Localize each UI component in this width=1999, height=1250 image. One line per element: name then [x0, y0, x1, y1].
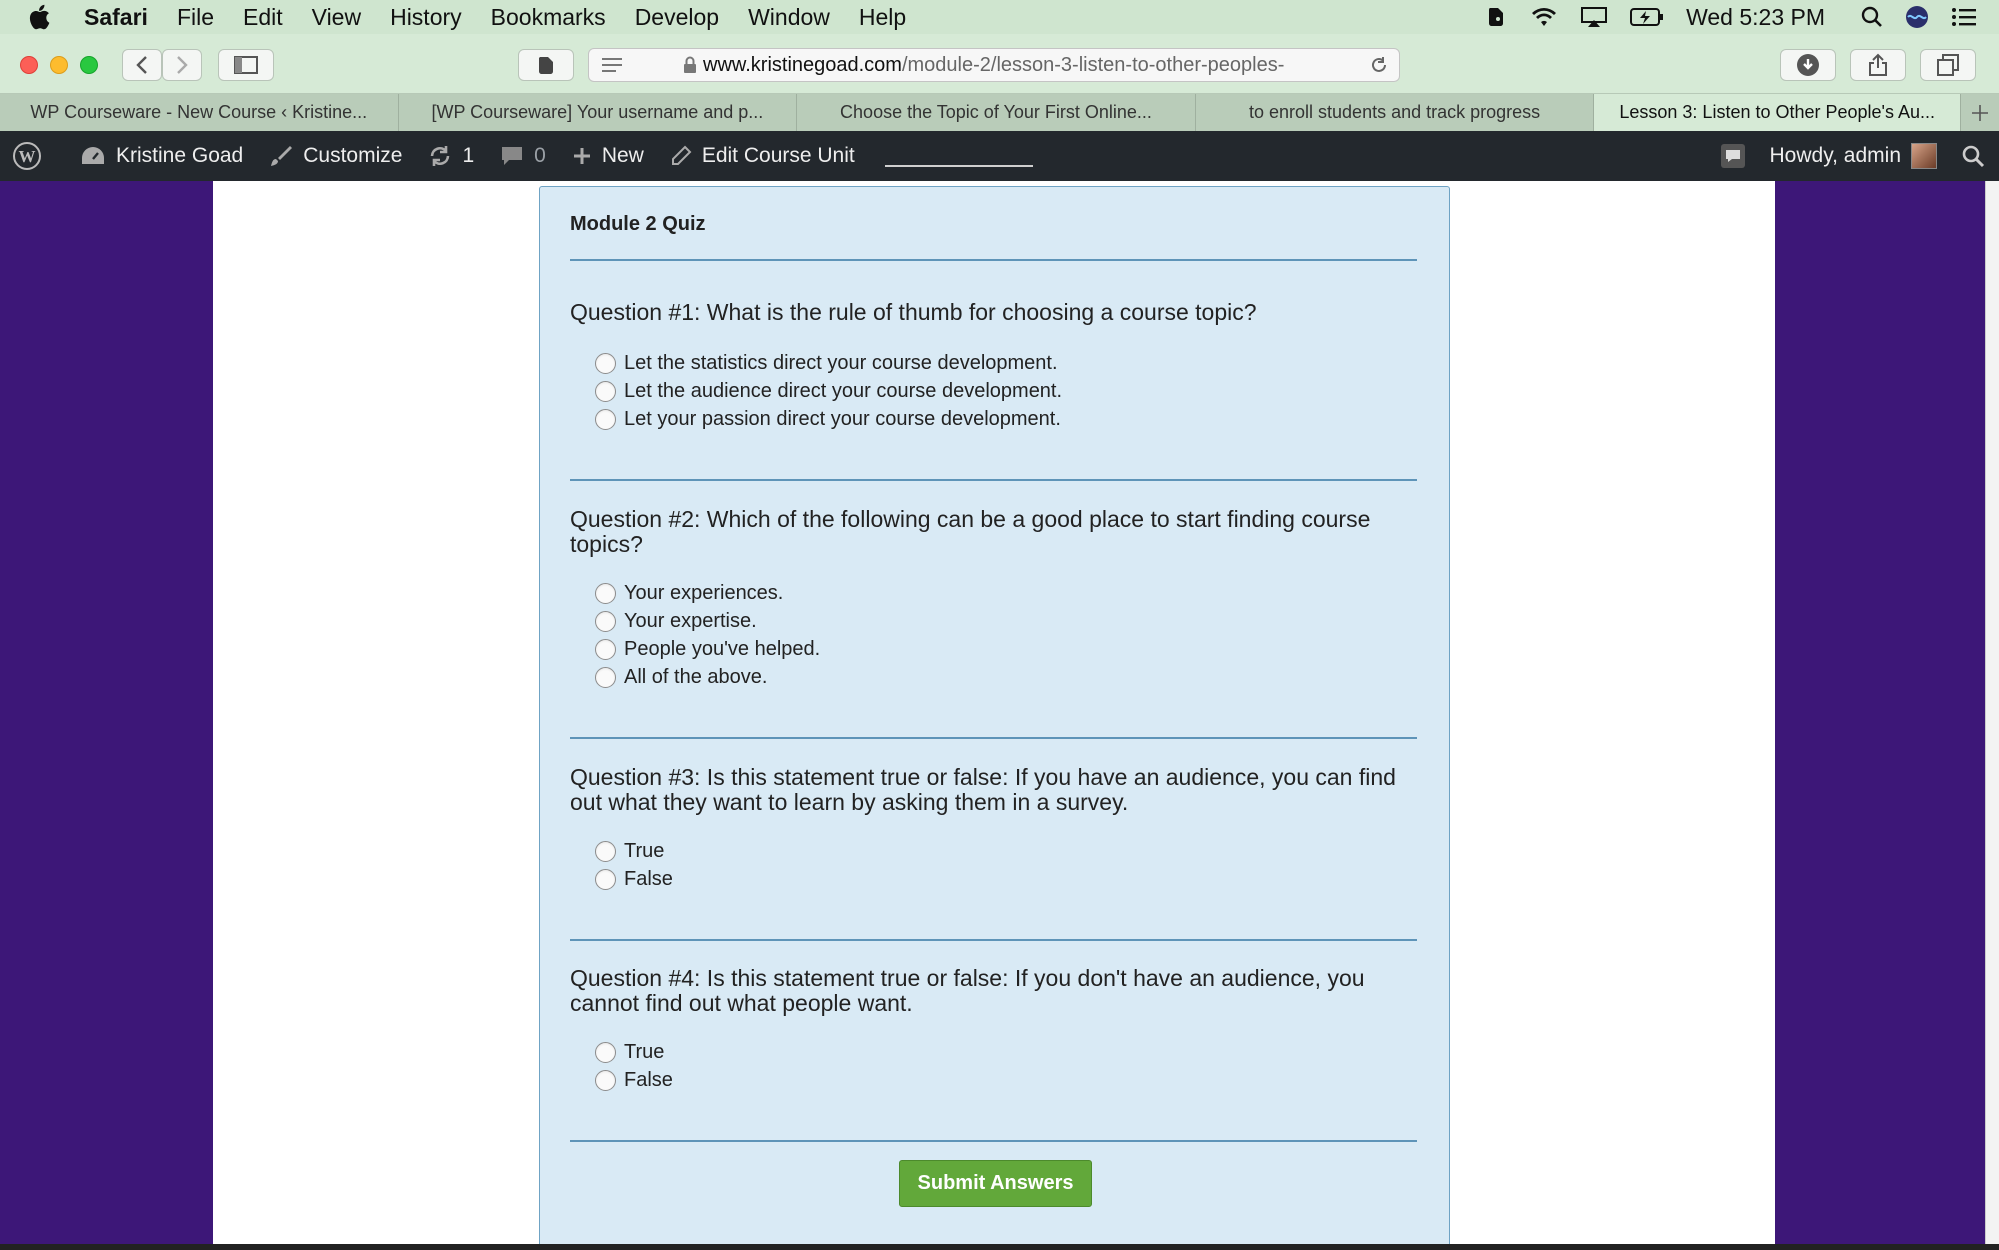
- brush-icon: [269, 144, 293, 168]
- evernote-icon[interactable]: [1484, 5, 1508, 29]
- edit-course-unit-link[interactable]: [670, 144, 855, 168]
- updates-link[interactable]: [428, 144, 474, 168]
- question-4-options: [595, 1038, 673, 1094]
- comment-bubble-icon: [500, 145, 524, 167]
- evernote-extension-button[interactable]: [518, 49, 574, 81]
- comments-count: 0: [534, 144, 546, 167]
- url-domain: www.kristinegoad.com: [703, 53, 902, 76]
- radio-button[interactable]: [595, 611, 616, 632]
- site-name-link[interactable]: [80, 144, 243, 168]
- airplay-icon[interactable]: [1580, 6, 1608, 28]
- reader-view-icon[interactable]: [601, 56, 623, 80]
- back-button[interactable]: [122, 49, 162, 81]
- radio-button[interactable]: [595, 353, 616, 374]
- radio-button[interactable]: [595, 1042, 616, 1063]
- share-icon: [1868, 53, 1888, 77]
- question-2-option-3[interactable]: [595, 635, 820, 663]
- option-label: False: [624, 867, 673, 890]
- question-1-option-1[interactable]: [595, 349, 1062, 377]
- radio-button[interactable]: [595, 667, 616, 688]
- menu-bookmarks[interactable]: Bookmarks: [490, 3, 606, 30]
- question-4-text: Question #4: Is this statement true or false: If you don't have an audience, you cannot find out what people want.: [570, 965, 1365, 1016]
- option-label: Your experiences.: [624, 581, 784, 604]
- new-content-link[interactable]: [572, 144, 644, 168]
- elephant-icon: [535, 54, 557, 76]
- new-label: New: [601, 144, 644, 167]
- macos-menubar: [0, 0, 1999, 34]
- close-window-button[interactable]: [20, 56, 38, 74]
- sidebar-icon: [234, 56, 258, 74]
- tab-lesson-3[interactable]: Lesson 3: Listen to Other People's Au...: [1594, 94, 1961, 131]
- menu-history[interactable]: History: [390, 3, 462, 30]
- sidebar-toggle-button[interactable]: [218, 49, 274, 81]
- dock-edge: [0, 1244, 1999, 1250]
- forward-button[interactable]: [162, 49, 202, 81]
- minimize-window-button[interactable]: [50, 56, 68, 74]
- download-icon: [1796, 53, 1820, 77]
- reload-icon[interactable]: [1369, 55, 1389, 81]
- option-label: All of the above.: [624, 665, 768, 688]
- question-2-text: Question #2: Which of the following can be a good place to start finding course topics?: [570, 506, 1371, 557]
- question-1-options: [595, 349, 1062, 433]
- apple-icon[interactable]: [28, 4, 58, 30]
- question-4-option-false[interactable]: [595, 1066, 673, 1094]
- plus-icon: [572, 146, 592, 166]
- question-3-text: Question #3: Is this statement true or false: If you have an audience, you can find out what they want to learn by asking them in a survey.: [570, 764, 1396, 815]
- edit-course-unit-label: Edit Course Unit: [701, 144, 855, 167]
- question-2-option-2[interactable]: [595, 607, 820, 635]
- question-2-option-1[interactable]: [595, 579, 820, 607]
- browser-toolbar: [0, 34, 1999, 94]
- avatar[interactable]: [1911, 143, 1937, 169]
- zoom-window-button[interactable]: [80, 56, 98, 74]
- plus-icon: [1971, 104, 1989, 122]
- admin-bar-search-field[interactable]: [885, 165, 1033, 167]
- customize-link[interactable]: [269, 144, 402, 168]
- option-label: Let the audience direct your course development.: [624, 379, 1063, 402]
- radio-button[interactable]: [595, 1070, 616, 1091]
- question-1-option-3[interactable]: [595, 405, 1062, 433]
- radio-button[interactable]: [595, 639, 616, 660]
- question-4-option-true[interactable]: [595, 1038, 673, 1066]
- chevron-right-icon: [175, 55, 189, 75]
- tab-wp-courseware-username[interactable]: [WP Courseware] Your username and p...: [399, 94, 798, 131]
- quiz-panel: [539, 186, 1450, 1250]
- radio-button[interactable]: [595, 841, 616, 862]
- tab-enroll-students[interactable]: to enroll students and track progress: [1196, 94, 1595, 131]
- pencil-icon: [670, 145, 692, 167]
- option-label: People you've helped.: [624, 637, 821, 660]
- radio-button[interactable]: [595, 869, 616, 890]
- notification-center-icon[interactable]: [1951, 7, 1977, 27]
- customize-label: Customize: [303, 144, 403, 167]
- tab-choose-topic[interactable]: Choose the Topic of Your First Online...: [797, 94, 1196, 131]
- option-label: True: [624, 1040, 665, 1063]
- option-label: Your expertise.: [624, 609, 757, 632]
- quiz-divider: [570, 939, 1417, 941]
- dashboard-icon: [80, 145, 106, 167]
- lock-icon: [683, 56, 697, 74]
- tab-wp-courseware-new-course[interactable]: WP Courseware - New Course ‹ Kristine...: [0, 94, 399, 131]
- question-1-option-2[interactable]: [595, 377, 1062, 405]
- option-label: Let your passion direct your course development.: [624, 407, 1061, 430]
- menu-edit[interactable]: Edit: [243, 3, 283, 30]
- radio-button[interactable]: [595, 583, 616, 604]
- chevron-left-icon: [135, 55, 149, 75]
- site-name: Kristine Goad: [116, 144, 244, 167]
- comments-link[interactable]: [500, 144, 546, 168]
- menu-window[interactable]: Window: [748, 3, 830, 30]
- menubar-clock[interactable]: Wed 5:23 PM: [1686, 3, 1825, 30]
- menu-file[interactable]: File: [176, 3, 214, 30]
- radio-button[interactable]: [595, 381, 616, 402]
- battery-icon[interactable]: [1630, 7, 1664, 27]
- option-label: False: [624, 1068, 673, 1091]
- option-label: True: [624, 839, 665, 862]
- radio-button[interactable]: [595, 409, 616, 430]
- question-3-option-false[interactable]: [595, 865, 673, 893]
- quiz-divider: [570, 737, 1417, 739]
- tabs-overview-icon: [1937, 54, 1959, 76]
- menu-help[interactable]: Help: [858, 3, 907, 30]
- tab-bar: [0, 94, 1999, 131]
- share-button[interactable]: [1850, 49, 1906, 81]
- quiz-divider: [570, 1140, 1417, 1142]
- siri-icon[interactable]: [1905, 5, 1929, 29]
- question-3-options: [595, 837, 673, 893]
- quiz-title: Module 2 Quiz: [570, 213, 706, 235]
- address-bar[interactable]: [588, 48, 1400, 82]
- question-3-option-true[interactable]: [595, 837, 673, 865]
- svg-text:W: W: [18, 147, 36, 166]
- quiz-divider: [570, 479, 1417, 481]
- quiz-divider: [570, 259, 1417, 261]
- menu-develop[interactable]: Develop: [634, 3, 720, 30]
- wordpress-logo-icon[interactable]: [12, 141, 52, 171]
- wp-admin-bar: [0, 131, 1999, 181]
- downloads-button[interactable]: [1780, 49, 1836, 81]
- updates-refresh-icon: [428, 144, 452, 168]
- howdy-admin[interactable]: Howdy, admin: [1769, 144, 1901, 167]
- new-tab-button[interactable]: [1961, 94, 1999, 131]
- show-all-tabs-button[interactable]: [1920, 49, 1976, 81]
- option-label: Let the statistics direct your course development.: [624, 351, 1058, 374]
- notification-icon[interactable]: [1720, 143, 1746, 169]
- url-path: /module-2/lesson-3-listen-to-other-peoples-: [901, 53, 1285, 76]
- menu-view[interactable]: View: [311, 3, 362, 30]
- question-1-text: Question #1: What is the rule of thumb for choosing a course topic?: [570, 299, 1257, 325]
- submit-answers-button[interactable]: Submit Answers: [899, 1160, 1092, 1207]
- updates-count: 1: [462, 144, 475, 167]
- search-icon[interactable]: [1961, 144, 1985, 168]
- question-2-option-4[interactable]: [595, 663, 820, 691]
- background-window-strip: [1985, 181, 1999, 1250]
- menu-app-safari[interactable]: Safari: [84, 3, 148, 30]
- spotlight-search-icon[interactable]: [1861, 6, 1883, 28]
- question-2-options: [595, 579, 820, 691]
- wifi-icon[interactable]: [1530, 6, 1558, 28]
